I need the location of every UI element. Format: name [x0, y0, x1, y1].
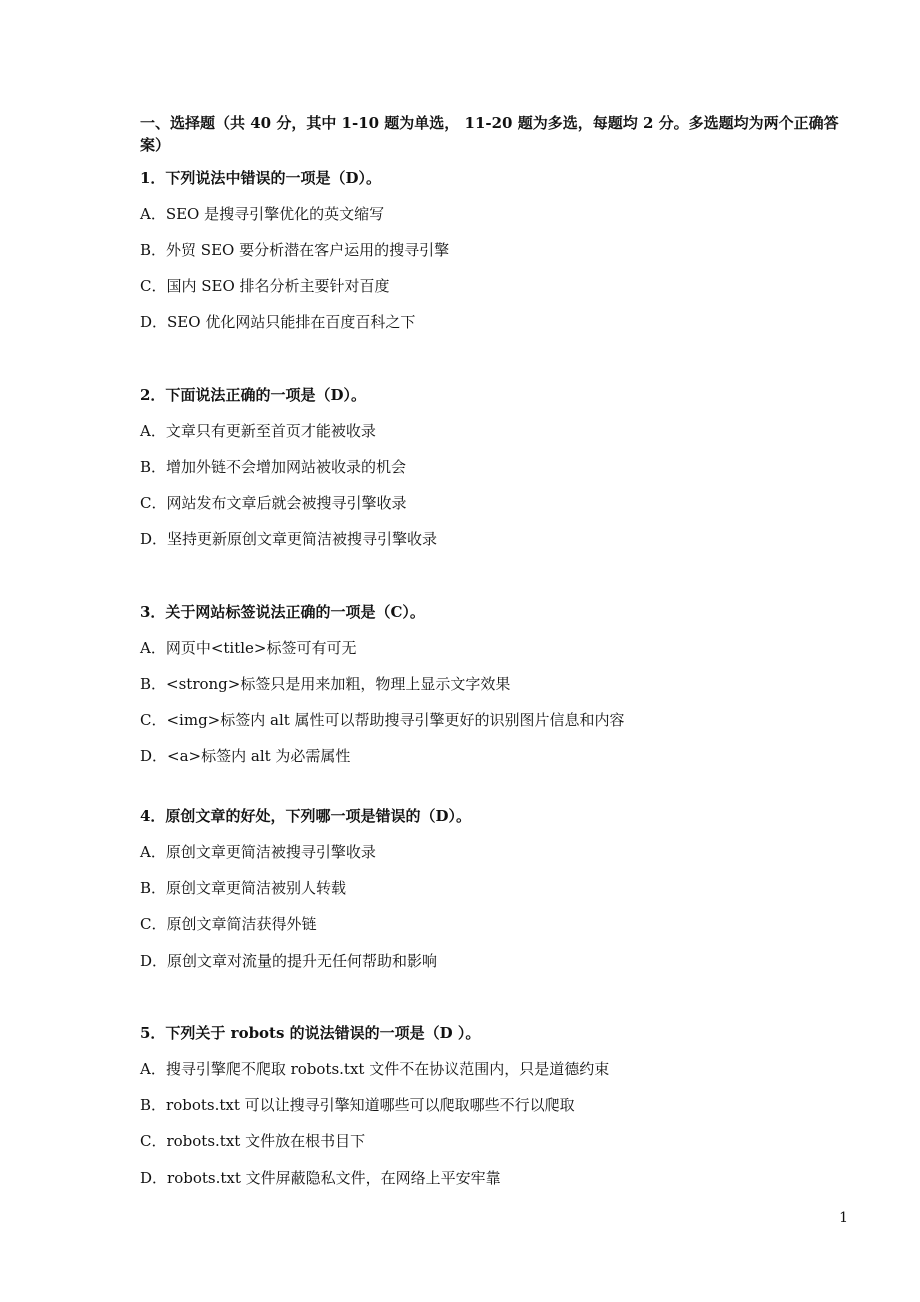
question-2-option-b: B．增加外链不会增加网站被收录的机会 [140, 458, 407, 476]
question-5-stem: 5．下列关于 robots 的说法错误的一项是（D ）。 [140, 1024, 481, 1042]
question-2-option-a: A．文章只有更新至首页才能被收录 [140, 422, 376, 440]
question-5-option-a: A．搜寻引擎爬不爬取 robots.txt 文件不在协议范围内，只是道德约束 [140, 1060, 610, 1078]
section-header: 一、选择题（共 40 分，其中 1-10 题为单选， 11-20 题为多选，每题均 2 分。多选题均为两个正确答案） [140, 114, 839, 154]
question-4-option-b: B．原创文章更简洁被别人转载 [140, 879, 347, 897]
question-3-stem: 3．关于网站标签说法正确的一项是（C）。 [140, 603, 425, 621]
question-5-option-b: B．robots.txt 可以让搜寻引擎知道哪些可以爬取哪些不行以爬取 [140, 1096, 575, 1114]
question-3-option-b: B．<strong>标签只是用来加粗，物理上显示文字效果 [140, 675, 511, 693]
question-4-option-a: A．原创文章更简洁被搜寻引擎收录 [140, 843, 376, 861]
question-2-option-d: D．坚持更新原创文章更简洁被搜寻引擎收录 [140, 530, 438, 548]
question-3-option-d: D．<a>标签内 alt 为必需属性 [140, 747, 351, 765]
question-4-option-d: D．原创文章对流量的提升无任何帮助和影响 [140, 952, 438, 970]
page-number: 1 [839, 1210, 848, 1226]
question-2-stem: 2．下面说法正确的一项是（D）。 [140, 386, 366, 404]
question-3-option-a: A．网页中<title>标签可有可无 [140, 639, 357, 657]
question-1-stem: 1．下列说法中错误的一项是（D）。 [140, 169, 381, 187]
question-1-option-b: B．外贸 SEO 要分析潜在客户运用的搜寻引擎 [140, 241, 450, 259]
question-1-option-a: A．SEO 是搜寻引擎优化的英文缩写 [140, 205, 385, 223]
question-4-stem: 4．原创文章的好处，下列哪一项是错误的（D）。 [140, 807, 471, 825]
question-3-option-c: C．<img>标签内 alt 属性可以帮助搜寻引擎更好的识别图片信息和内容 [140, 711, 625, 729]
question-1-option-d: D．SEO 优化网站只能排在百度百科之下 [140, 313, 416, 331]
question-4-option-c: C．原创文章简洁获得外链 [140, 915, 317, 933]
question-2-option-c: C．网站发布文章后就会被搜寻引擎收录 [140, 494, 407, 512]
question-5-option-d: D．robots.txt 文件屏蔽隐私文件，在网络上平安牢靠 [140, 1169, 501, 1187]
question-5-option-c: C．robots.txt 文件放在根书目下 [140, 1132, 366, 1150]
question-1-option-c: C．国内 SEO 排名分析主要针对百度 [140, 277, 390, 295]
